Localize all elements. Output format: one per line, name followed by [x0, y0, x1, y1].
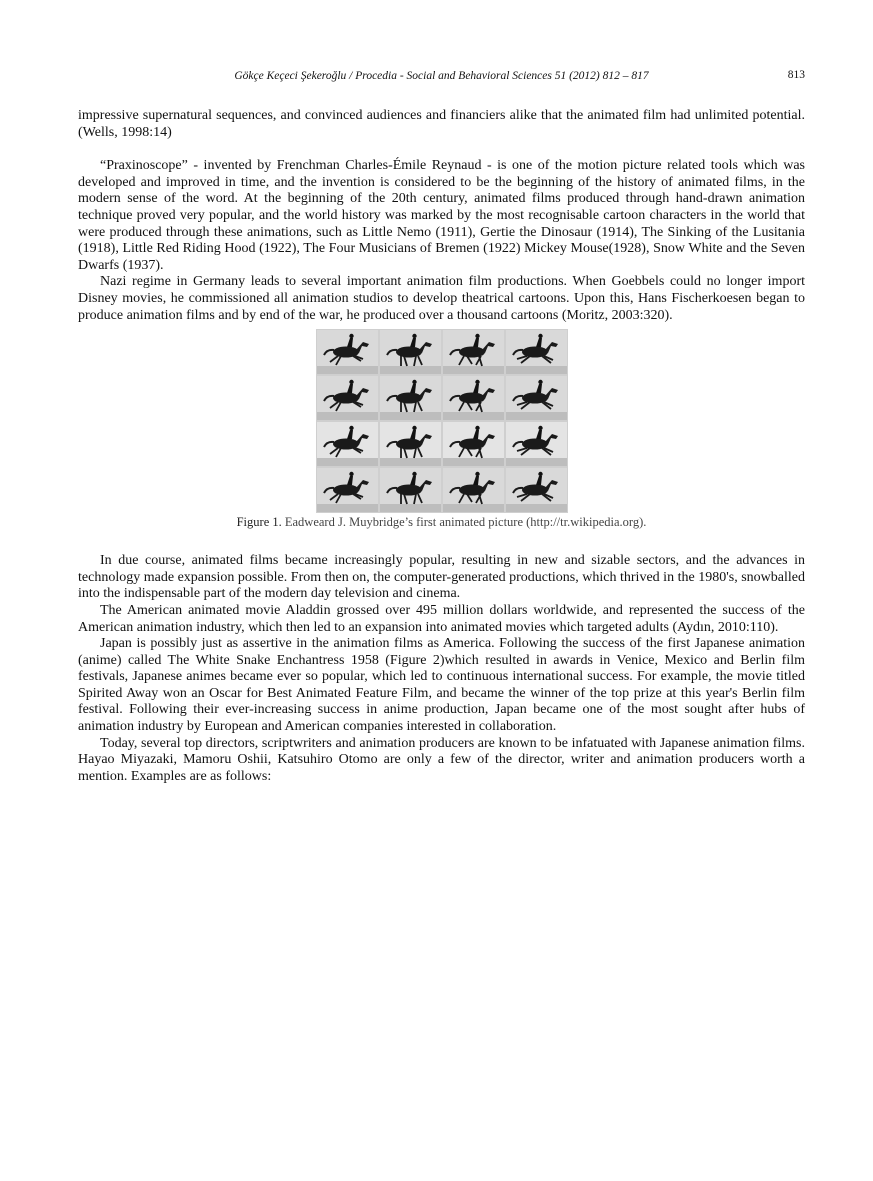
- paragraph-4: In due course, animated films became increasingly popular, resulting in new and sizable sectors, and the advances in technology made expansion possible. From then on, the computer-generated productions, which thrived in the 1980's, snowballed into the indispensable part of the modern day television and cinema.: [78, 553, 805, 602]
- animation-frame: [443, 468, 504, 512]
- paragraph-1: impressive supernatural sequences, and convinced audiences and financiers alike that the animated film had unlimited potential. (Wells, 1998:14): [78, 108, 805, 140]
- paragraph-2: “Praxinoscope” - invented by Frenchman Charles-Émile Reynaud - is one of the motion picture related tools which was developed and improved in time, and the invention is considered to be the beginning of the history of animated films, in the modern sense of the word. At the beginning of the 20th century, animated films produced through hand-drawn animation technique proved very popular, and the world history was marked by the most recognisable cartoon characters in the world that were produced through these animations, such as Little Nemo (1911), Gertie the Dinosaur (1914), The Sinking of the Lusitania (1918), Little Red Riding Hood (1922), The Four Musicians of Bremen (1922) Mickey Mouse(1928), Snow White and the Seven Dwarfs (1937).: [78, 158, 805, 273]
- animation-frame: [317, 330, 378, 374]
- animation-frame: [317, 422, 378, 466]
- animation-frame: [506, 376, 567, 420]
- paragraph-3: Nazi regime in Germany leads to several important animation film productions. When Goebbels could no longer import Disney movies, he commissioned all animation studios to develop theatrical cartoons. Upon this, Hans Fischerkoesen began to produce animation films and by end of the war, he produced over a thousand cartoons (Moritz, 2003:320).: [78, 274, 805, 323]
- figure-label: Figure 1.: [236, 515, 282, 530]
- animation-frame: [443, 330, 504, 374]
- article-body: [78, 108, 805, 785]
- animation-frame: [380, 376, 441, 420]
- page-number: 813: [787, 69, 805, 81]
- animation-frame: [380, 330, 441, 374]
- figure-caption-text: Eadweard J. Muybridge’s first animated picture (http://tr.wikipedia.org).: [284, 515, 647, 530]
- animation-frame: [380, 422, 441, 466]
- animation-frame: [317, 376, 378, 420]
- paragraph-7: Today, several top directors, scriptwriters and animation producers are known to be infatuated with Japanese animation films. Hayao Miyazaki, Mamoru Oshii, Katsuhiro Otomo are only a few of the director, writer and animation producers worth a mention. Examples are as follows:: [78, 735, 805, 784]
- page-header: [78, 70, 805, 88]
- running-head: Gökçe Keçeci Şekeroğlu / Procedia - Social and Behavioral Sciences 51 (2012) 812 – 817: [234, 70, 649, 82]
- animation-frame: [443, 376, 504, 420]
- animation-frame: [443, 422, 504, 466]
- figure-1: [78, 329, 805, 530]
- paragraph-5: The American animated movie Aladdin grossed over 495 million dollars worldwide, and represented the success of the American animation industry, which then led to an expansion into animated movies which targeted adults (Aydın, 2010:110).: [78, 602, 805, 635]
- animation-frame: [506, 330, 567, 374]
- animation-frame: [506, 468, 567, 512]
- horse-motion-image: [316, 329, 568, 513]
- figure-caption: [78, 515, 805, 530]
- animation-frame: [380, 468, 441, 512]
- animation-frame: [317, 468, 378, 512]
- animation-frame: [506, 422, 567, 466]
- paragraph-6: Japan is possibly just as assertive in the animation films as America. Following the success of the first Japanese animation (anime) called The White Snake Enchantress 1958 (Figure 2)which resulted in awards in Venice, Mexico and Berlin film festivals, Japanese animes became ever so popular, which led to continuous international success. For example, the movie titled Spirited Away won an Oscar for Best Animated Feature Film, and became the winner of the top prize at this year's Berlin film festival. Following their ever-increasing success in anime production, Japan became one of the most sought after hubs of animation industry by European and American companies interested in collaboration.: [78, 636, 805, 735]
